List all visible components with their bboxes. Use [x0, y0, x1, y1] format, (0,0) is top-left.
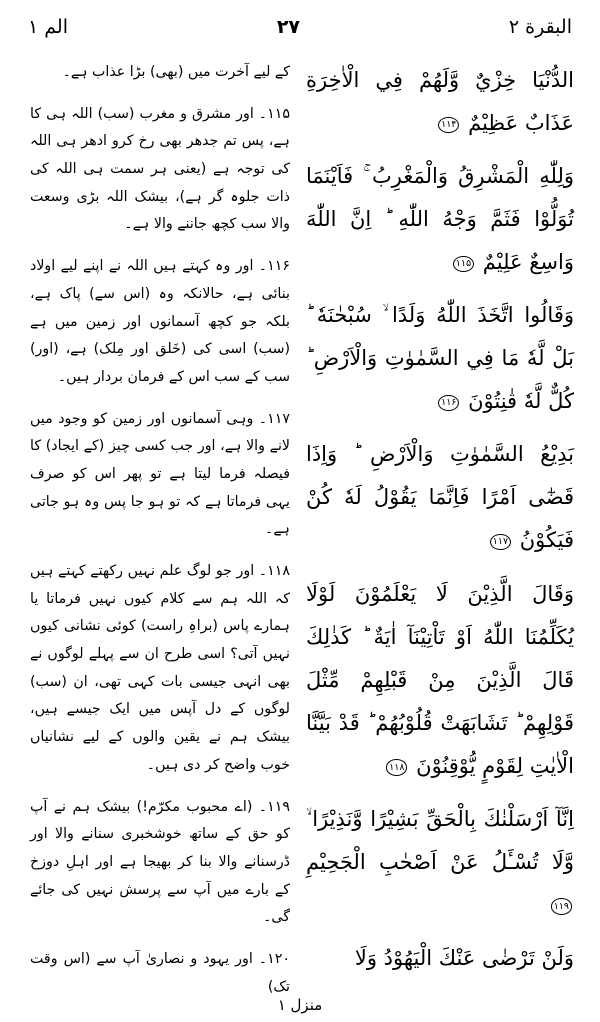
arabic-verse	[306, 59, 574, 145]
ayah-number-badge: ۱۱۸	[386, 759, 407, 776]
ayah-number-badge: ۱۱۴	[438, 117, 459, 134]
ayah-number-badge: ۱۱۷	[490, 534, 511, 551]
urdu-paragraph: ۱۱۷۔ وہی آسمانوں اور زمین کو وجود میں لانے والا ہے، اور جب کسی چیز (کے ایجاد) کا فیصلہ فرما لیتا ہے تو پھر اس کو صرف یہی فرماتا ہے کہ تو ہو جا پس وہ ہو جاتی ہے۔	[30, 410, 290, 538]
arabic-verse	[306, 155, 574, 284]
page-footer	[0, 996, 600, 1014]
ayah-number-badge: ۱۱۹	[551, 898, 572, 915]
arabic-verse-text: وَقَالُوا اتَّخَذَ اللّٰهُ وَلَدًا ۙ سُبْحٰنَهٗ ؕ بَلْ لَّهٗ مَا فِي السَّمٰوٰتِ وَالْاَرْضِ ؕ كُلٌّ لَّهٗ قٰنِتُوْنَ	[306, 303, 574, 414]
arabic-verse-text: وَلَنْ تَرْضٰى عَنْكَ الْيَهُوْدُ وَلَا	[354, 945, 574, 970]
header-surah-label: البقرة ۲	[508, 16, 572, 38]
urdu-paragraph: کے لیے آخرت میں (بھی) بڑا عذاب ہے۔	[62, 64, 290, 80]
arabic-verse	[306, 294, 574, 423]
arabic-verse-text: اِنَّآ اَرْسَلْنٰكَ بِالْحَقِّ بَشِيْرًا وَّنَذِيْرًا ۙ وَّلَا تُسْـَٔلُ عَنْ اَصْحٰبِ الْجَحِيْمِ	[306, 806, 574, 874]
urdu-translation-column	[22, 59, 300, 999]
ayah-number-badge: ۱۱۶	[438, 395, 459, 412]
arabic-verse	[306, 573, 574, 788]
arabic-verse-text: الدُّنْيَا خِزْيٌ وَّلَهُمْ فِي الْاٰخِرَةِ عَذَابٌ عَظِيْمٌ	[306, 68, 574, 136]
arabic-verse-text: بَدِيْعُ السَّمٰوٰتِ وَالْاَرْضِ ؕ وَاِذَا قَضٰٓى اَمْرًا فَاِنَّمَا يَقُوْلُ لَهٗ كُنْ فَيَكُوْنُ	[306, 442, 574, 553]
header-juz-label: الم ۱	[28, 16, 68, 38]
urdu-paragraph: ۱۱۸۔ اور جو لوگ علم نہیں رکھتے کہتے ہیں کہ اللہ ہم سے کلام کیوں نہیں فرماتا یا ہمارے پاس (براہِ راست) کوئی نشانی کیوں نہیں آتی؟ اسی طرح ان سے پہلے لوگوں نے بھی انہی جیسی بات کہی تھی، ان (سب) لوگوں کے دل آپس میں ایک جیسے ہیں، بیشک ہم نے یقین والوں کے لیے نشانیاں خوب واضح کر دی ہیں۔	[30, 563, 290, 773]
header-page-number: ۲۷	[276, 16, 301, 38]
arabic-verse	[306, 798, 574, 927]
arabic-verse	[306, 433, 574, 562]
arabic-text-column	[300, 59, 578, 999]
urdu-paragraph: ۱۲۰۔ اور یہود و نصاریٰ آپ سے (اس وقت تک)	[30, 950, 290, 995]
urdu-paragraph: ۱۱۵۔ اور مشرق و مغرب (سب) اللہ ہی کا ہے، پس تم جدھر بھی رخ کرو ادھر ہی اللہ کی توجہ ہے (یعنی ہر سمت ہی اللہ کی ذات جلوہ گر ہے)، بیشک اللہ بڑی وسعت والا سب کچھ جاننے والا ہے۔	[30, 105, 290, 233]
manzil-label: منزل ۱	[277, 996, 323, 1014]
page-columns	[22, 59, 578, 999]
arabic-verse-text: وَلِلّٰهِ الْمَشْرِقُ وَالْمَغْرِبُ ۚ فَاَيْنَمَا تُوَلُّوْا فَثَمَّ وَجْهُ اللّٰهِ ؕ اِنَّ اللّٰهَ وَاسِعٌ عَلِيْمٌ	[306, 164, 574, 275]
page-header	[22, 14, 578, 48]
ayah-number-badge: ۱۱۵	[453, 256, 474, 273]
arabic-verse-text: وَقَالَ الَّذِيْنَ لَا يَعْلَمُوْنَ لَوْلَا يُكَلِّمُنَا اللّٰهُ اَوْ تَاْتِيْنَآ اٰيَةٌ ؕ كَذٰلِكَ قَالَ الَّذِيْنَ مِنْ قَبْلِهِمْ مِّثْلَ قَوْلِهِمْ ؕ تَشَابَهَتْ قُلُوْبُهُمْ ؕ قَدْ بَيَّنَّا الْاٰيٰتِ لِقَوْمٍ يُّوْقِنُوْنَ	[306, 581, 574, 778]
urdu-paragraph: ۱۱۹۔ (اے محبوب مکرّم!) بیشک ہم نے آپ کو حق کے ساتھ خوشخبری سنانے والا اور ڈرسنانے والا بنا کر بھیجا ہے اور اہلِ دوزخ کے بارے میں آپ سے پرسش نہیں کی جائے گی۔	[30, 798, 290, 926]
arabic-verse	[306, 937, 574, 980]
urdu-paragraph: ۱۱۶۔ اور وہ کہتے ہیں اللہ نے اپنے لیے اولاد بنائی ہے، حالانکہ وہ (اس سے) پاک ہے، بلکہ جو کچھ آسمانوں اور زمین میں ہے (سب) اسی کی (خَلق اور مِلک) ہے، (اور) سب کے سب اس کے فرمان بردار ہیں۔	[30, 258, 290, 385]
